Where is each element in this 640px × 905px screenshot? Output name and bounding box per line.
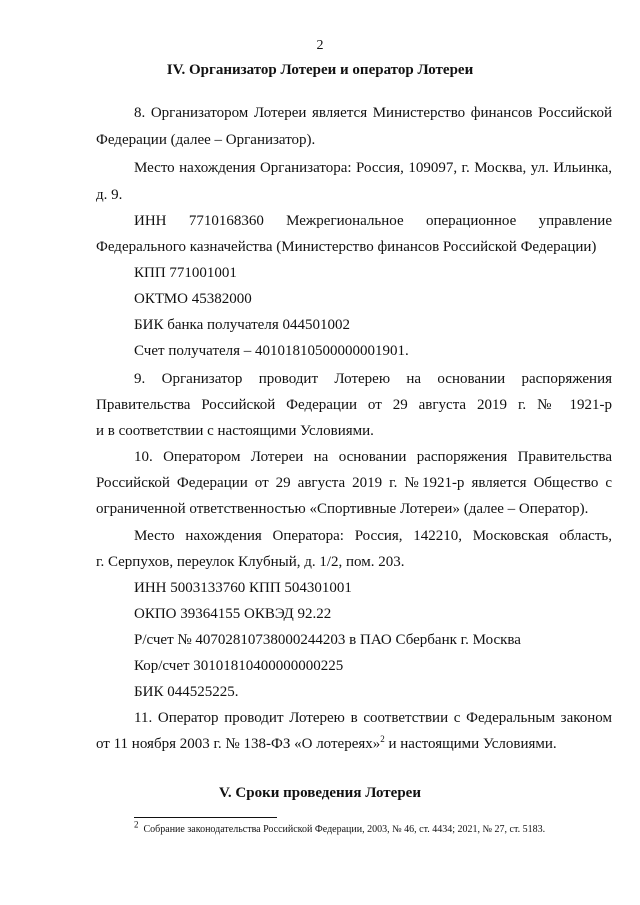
paragraph-11-law-reference: от 11 ноября 2003 г. № 138-ФЗ «О лотереях»	[96, 736, 381, 752]
organizer-location-line-1: Место нахождения Организатора: Россия, 109097, г. Москва, ул. Ильинка,	[134, 160, 612, 176]
operator-correspondent-account: Кор/счет 30101810400000000225	[134, 658, 344, 674]
paragraph-10-line-2: Российской Федерации от 29 августа 2019 г. №1921-р является Общество с	[96, 475, 612, 491]
organizer-bik: БИК банка получателя 044501002	[134, 317, 350, 333]
paragraph-9-line-2: Правительства Российской Федерации от 29 августа 2019 г. № 1921-р	[96, 397, 612, 413]
paragraph-9-line-1: 9. Организатор проводит Лотерею на основании распоряжения	[134, 371, 612, 387]
operator-location-line-2: г. Серпухов, переулок Клубный, д. 1/2, пом. 203.	[96, 554, 405, 570]
page-number: 2	[316, 38, 324, 53]
organizer-kpp: КПП 771001001	[134, 265, 237, 281]
organizer-inn-line-1: ИНН 7710168360 Межрегиональное операционное управление	[134, 213, 612, 229]
organizer-inn-line-2: Федерального казначейства (Министерство финансов Российской Федерации)	[96, 239, 597, 255]
footnote-mark: 2	[134, 819, 139, 830]
paragraph-8-line-1: 8. Организатором Лотереи является Министерство финансов Российской	[134, 105, 612, 121]
operator-bik: БИК 044525225.	[134, 684, 239, 700]
paragraph-10-line-3: ограниченной ответственностью «Спортивные Лотереи» (далее – Оператор).	[96, 501, 589, 517]
paragraph-11-line-1: 11. Оператор проводит Лотерею в соответствии с Федеральным законом	[134, 710, 612, 726]
paragraph-11-line-2	[96, 735, 612, 753]
organizer-oktmo: ОКТМО 45382000	[134, 291, 252, 307]
operator-okpo: ОКПО 39364155 ОКВЭД 92.22	[134, 606, 332, 622]
paragraph-8-line-2: Федерации (далее – Организатор).	[96, 132, 316, 148]
operator-location-line-1: Место нахождения Оператора: Россия, 142210, Московская область,	[134, 528, 612, 544]
footnote-divider	[134, 817, 277, 818]
operator-settlement-account: Р/счет № 40702810738000244203 в ПАО Сбербанк г. Москва	[134, 632, 521, 648]
footnote	[134, 819, 546, 835]
footnote-text: Собрание законодательства Российской Федерации, 2003, № 46, ст. 4434; 2021, № 27, ст. 5183.	[143, 824, 546, 835]
section-4-heading: IV. Организатор Лотереи и оператор Лотереи	[166, 62, 474, 78]
operator-inn-kpp: ИНН 5003133760 КПП 504301001	[134, 580, 352, 596]
paragraph-11-line-2-end: и настоящими Условиями.	[384, 736, 557, 752]
paragraph-10-line-1: 10. Оператором Лотереи на основании распоряжения Правительства	[134, 449, 612, 465]
paragraph-9-line-3: и в соответствии с настоящими Условиями.	[96, 423, 374, 439]
section-5-heading: V. Сроки проведения Лотереи	[219, 785, 421, 801]
organizer-location-line-2: д. 9.	[96, 187, 123, 203]
organizer-account: Счет получателя – 40101810500000001901.	[134, 343, 409, 359]
footnote-reference: 2	[380, 734, 385, 744]
